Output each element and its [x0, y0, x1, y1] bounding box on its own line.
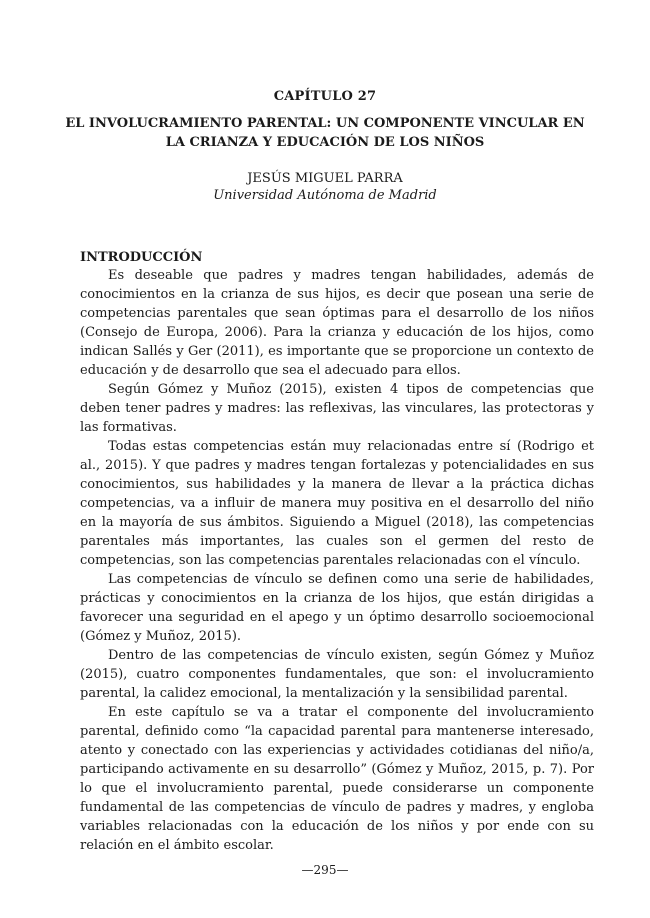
paragraph: Según Gómez y Muñoz (2015), existen 4 tipos de competencias que deben tener padres y madres: las reflexivas, las vinculares, las protectoras y las formativas. [80, 382, 594, 435]
page-number: —295— [301, 863, 349, 877]
paragraph: Dentro de las competencias de vínculo existen, según Gómez y Muñoz (2015), cuatro componentes fundamentales, que son: el involucramiento parental, la calidez emocional, la mentalización y la sensibilidad parental. [80, 648, 594, 701]
author-affiliation: Universidad Autónoma de Madrid [213, 188, 437, 203]
author-name: JESÚS MIGUEL PARRA [247, 171, 403, 186]
paragraph: En este capítulo se va a tratar el componente del involucramiento parental, definido como “la capacidad parental para mantenerse interesado, atento y conectado con las experiencias y actividades cotidianas del niño/a, participando activamente en su desarrollo” (Gómez y Muñoz, 2015, p. 7). Por lo que el involucramiento parental, puede considerarse un componente fundamental de las competencias de vínculo de padres y madres, y engloba variables relacionadas con la educación de los niños y por ende con su relación en el ámbito escolar. [80, 705, 594, 853]
chapter-number: CAPÍTULO 27 [273, 89, 377, 104]
paragraph: Todas estas competencias están muy relacionadas entre sí (Rodrigo et al., 2015). Y que padres y madres tengan fortalezas y potencialidades en sus conocimientos, sus habilidades y la manera de llevar a la práctica dichas competencias, va a influir de manera muy positiva en el desarrollo del niño en la mayoría de sus ámbitos. Siguiendo a Miguel (2018), las competencias parentales más importantes, las cuales son el germen del resto de competencias, son las competencias parentales relacionadas con el vínculo. [80, 439, 594, 568]
body-text [80, 266, 594, 855]
chapter-title: EL INVOLUCRAMIENTO PARENTAL: UN COMPONENTE VINCULAR EN LA CRIANZA Y EDUCACIÓN DE LOS NIÑOS [65, 116, 585, 150]
paragraph: Es deseable que padres y madres tengan habilidades, además de conocimientos en la crianza de sus hijos, es decir que posean una serie de competencias parentales que sean óptimas para el desarrollo de los niños (Consejo de Europa, 2006). Para la crianza y educación de los hijos, como indican Sallés y Ger (2011), es importante que se proporcione un contexto de educación y de desarrollo que sea el adecuado para ellos. [80, 268, 594, 378]
paragraph: Las competencias de vínculo se definen como una serie de habilidades, prácticas y conocimientos en la crianza de los hijos, que están dirigidas a favorecer una seguridad en el apego y un óptimo desarrollo socioemocional (Gómez y Muñoz, 2015). [80, 572, 594, 644]
section-heading: INTRODUCCIÓN [80, 250, 203, 265]
